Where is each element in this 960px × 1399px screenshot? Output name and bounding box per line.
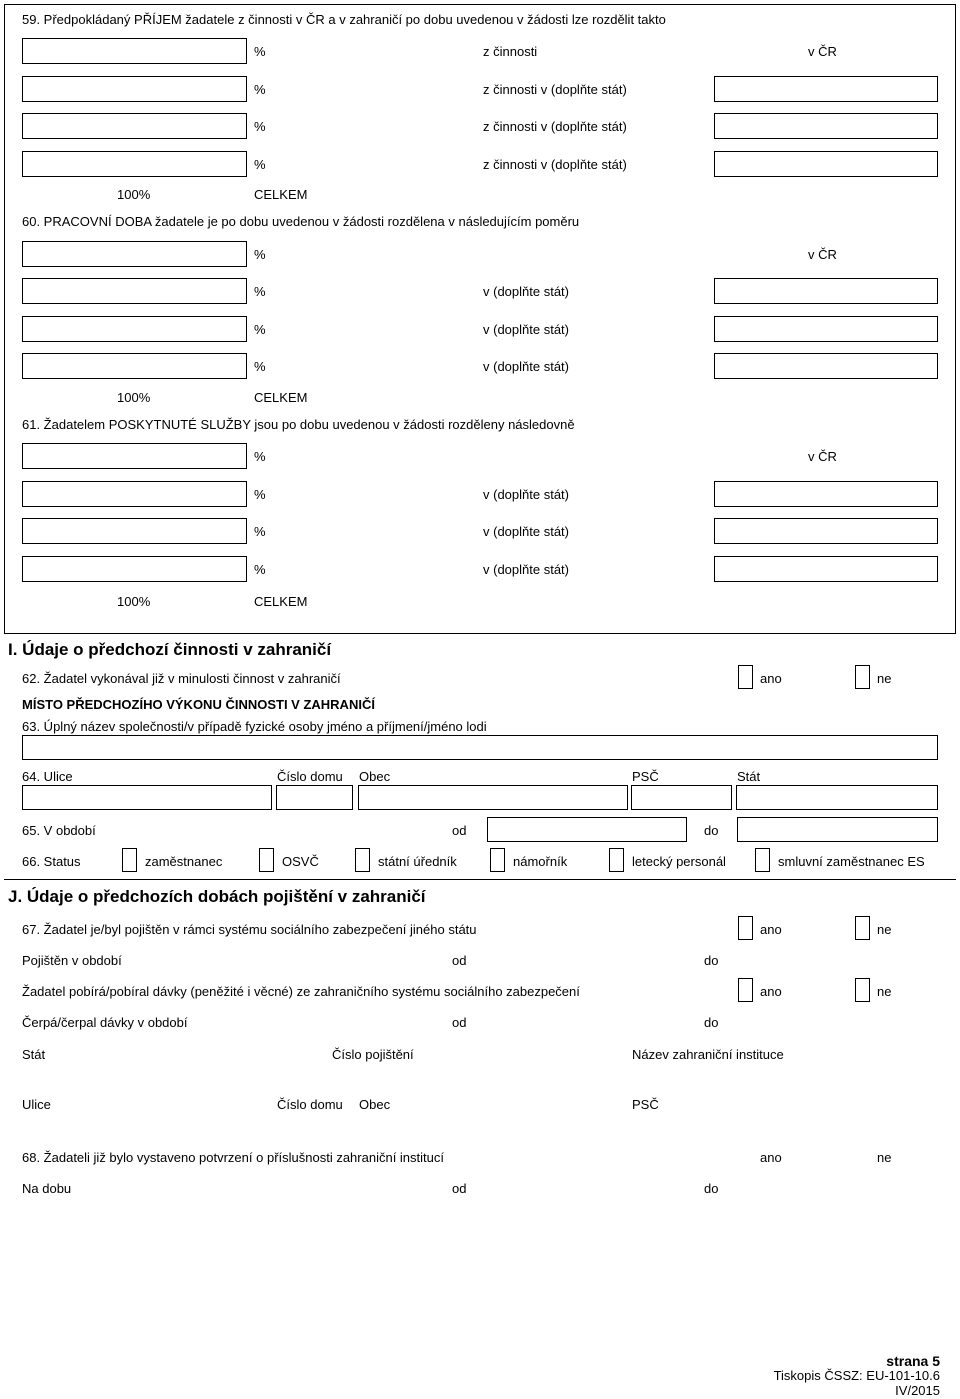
status-aircrew-checkbox[interactable] xyxy=(609,848,624,872)
city-label: Obec xyxy=(359,769,391,784)
q68-yes-label: ano xyxy=(760,1150,782,1165)
q61-row-label: v (doplňte stát) xyxy=(483,487,569,502)
q61-foreign1-percent-field[interactable] xyxy=(22,481,247,507)
status-contract-staff-checkbox[interactable] xyxy=(755,848,770,872)
percent-sign: % xyxy=(254,247,266,262)
q61-title: 61. Žadatelem POSKYTNUTÉ SLUŽBY jsou po dobu uvedenou v žádosti rozděleny následovně xyxy=(22,417,575,432)
q61-total-percent: 100% xyxy=(117,594,151,609)
status-civil-servant-label: státní úředník xyxy=(378,854,457,869)
benefits-received-label: Žadatel pobírá/pobíral dávky (peněžité i věcné) ze zahraničního systému sociálního zabezpečení xyxy=(22,984,580,999)
q60-foreign3-country-field[interactable] xyxy=(714,353,938,379)
q60-title: 60. PRACOVNÍ DOBA žadatele je po dobu uvedenou v žádosti rozdělena v následujícím poměru xyxy=(22,214,580,229)
status-seaman-checkbox[interactable] xyxy=(490,848,505,872)
q61-foreign3-country-field[interactable] xyxy=(714,556,938,582)
q63-label: 63. Úplný název společnosti/v případě fyzické osoby jméno a příjmení/jméno lodi xyxy=(22,719,487,734)
q59-foreign2-percent-field[interactable] xyxy=(22,113,247,139)
percent-sign: % xyxy=(254,322,266,337)
q62-no-label: ne xyxy=(877,671,892,686)
q60-row-label: v (doplňte stát) xyxy=(483,284,569,299)
section-i-heading: I. Údaje o předchozí činnosti v zahraničí xyxy=(8,640,332,659)
form-date: IV/2015 xyxy=(895,1383,940,1398)
insured-to-label: do xyxy=(704,953,719,968)
q59-row-label: z činnosti v (doplňte stát) xyxy=(483,82,627,97)
q67-no-checkbox[interactable] xyxy=(855,916,870,940)
benefits-no-label: ne xyxy=(877,984,892,999)
q67-yes-label: ano xyxy=(760,922,782,937)
certificate-to-label: do xyxy=(704,1181,719,1196)
country-label: Stát xyxy=(737,769,761,784)
q59-title: 59. Předpokládaný PŘÍJEM žadatele z činnosti v ČR a v zahraničí po dobu uvedenou v žádosti lze rozdělit takto xyxy=(22,12,666,27)
q59-czech-percent-field[interactable] xyxy=(22,38,247,64)
benefits-yes-label: ano xyxy=(760,984,782,999)
benefits-from-label: od xyxy=(452,1015,467,1030)
q59-foreign2-country-field[interactable] xyxy=(714,113,938,139)
q61-foreign2-percent-field[interactable] xyxy=(22,518,247,544)
insured-period-label: Pojištěn v období xyxy=(22,953,122,968)
q68-label: 68. Žadateli již bylo vystaveno potvrzení o příslušnosti zahraniční institucí xyxy=(22,1150,444,1165)
postal-code-field[interactable] xyxy=(631,785,732,810)
period-to-field[interactable] xyxy=(737,817,938,842)
q59-foreign3-percent-field[interactable] xyxy=(22,151,247,177)
house-number-label: Číslo domu xyxy=(277,769,343,784)
benefits-to-label: do xyxy=(704,1015,719,1030)
q60-czech-percent-field[interactable] xyxy=(22,241,247,267)
benefits-period-label: Čerpá/čerpal dávky v období xyxy=(22,1015,188,1030)
q59-row-label: z činnosti v (doplňte stát) xyxy=(483,157,627,172)
status-civil-servant-checkbox[interactable] xyxy=(355,848,370,872)
place-of-activity-heading: MÍSTO PŘEDCHOZÍHO VÝKONU ČINNOSTI V ZAHRANIČÍ xyxy=(22,697,375,712)
status-employee-label: zaměstnanec xyxy=(145,854,223,869)
percent-sign: % xyxy=(254,119,266,134)
percent-sign: % xyxy=(254,44,266,59)
street-field[interactable] xyxy=(22,785,272,810)
q60-row-label: v (doplňte stát) xyxy=(483,359,569,374)
benefits-no-checkbox[interactable] xyxy=(855,978,870,1002)
q61-foreign1-country-field[interactable] xyxy=(714,481,938,507)
house-number-field[interactable] xyxy=(276,785,353,810)
section-divider xyxy=(4,879,956,880)
q60-foreign2-percent-field[interactable] xyxy=(22,316,247,342)
status-contract-staff-label: smluvní zaměstnanec ES xyxy=(778,854,925,869)
country-field[interactable] xyxy=(736,785,938,810)
q62-label: 62. Žadatel vykonával již v minulosti činnost v zahraničí xyxy=(22,671,341,686)
q60-foreign1-country-field[interactable] xyxy=(714,278,938,304)
percent-sign: % xyxy=(254,359,266,374)
certificate-period-label: Na dobu xyxy=(22,1181,72,1196)
company-name-field[interactable] xyxy=(22,735,938,760)
institution-street-label: Ulice xyxy=(22,1097,51,1112)
percent-sign: % xyxy=(254,524,266,539)
percent-sign: % xyxy=(254,487,266,502)
status-seaman-label: námořník xyxy=(513,854,568,869)
q59-row-label: z činnosti xyxy=(483,44,538,59)
percent-sign: % xyxy=(254,82,266,97)
q67-no-label: ne xyxy=(877,922,892,937)
q61-row-label: v (doplňte stát) xyxy=(483,562,569,577)
status-aircrew-label: letecký personál xyxy=(632,854,726,869)
q60-czech-label: v ČR xyxy=(808,247,837,262)
form-id: Tiskopis ČSSZ: EU-101-10.6 xyxy=(773,1368,940,1383)
q61-foreign2-country-field[interactable] xyxy=(714,518,938,544)
q59-foreign1-country-field[interactable] xyxy=(714,76,938,102)
q62-yes-checkbox[interactable] xyxy=(738,665,753,689)
foreign-institution-label: Název zahraniční instituce xyxy=(632,1047,784,1062)
q60-foreign3-percent-field[interactable] xyxy=(22,353,247,379)
institution-postal-code-label: PSČ xyxy=(632,1097,659,1112)
insurance-country-label: Stát xyxy=(22,1047,46,1062)
status-employee-checkbox[interactable] xyxy=(122,848,137,872)
q61-czech-percent-field[interactable] xyxy=(22,443,247,469)
q64-street-label: 64. Ulice xyxy=(22,769,73,784)
q65-label: 65. V období xyxy=(22,823,96,838)
q59-foreign1-percent-field[interactable] xyxy=(22,76,247,102)
q60-total-percent: 100% xyxy=(117,390,151,405)
certificate-from-label: od xyxy=(452,1181,467,1196)
q61-total-label: CELKEM xyxy=(254,594,308,609)
q59-foreign3-country-field[interactable] xyxy=(714,151,938,177)
q62-no-checkbox[interactable] xyxy=(855,665,870,689)
insurance-number-label: Číslo pojištění xyxy=(332,1047,414,1062)
city-field[interactable] xyxy=(358,785,628,810)
q59-total-percent: 100% xyxy=(117,187,151,202)
q61-foreign3-percent-field[interactable] xyxy=(22,556,247,582)
benefits-yes-checkbox[interactable] xyxy=(738,978,753,1002)
q59-row-label: z činnosti v (doplňte stát) xyxy=(483,119,627,134)
q60-foreign2-country-field[interactable] xyxy=(714,316,938,342)
from-label: od xyxy=(452,823,467,838)
q60-total-label: CELKEM xyxy=(254,390,308,405)
q61-czech-label: v ČR xyxy=(808,449,837,464)
q67-label: 67. Žadatel je/byl pojištěn v rámci systému sociálního zabezpečení jiného státu xyxy=(22,922,477,937)
percent-sign: % xyxy=(254,562,266,577)
section-j-heading: J. Údaje o předchozích dobách pojištění v zahraničí xyxy=(8,887,426,906)
status-self-employed-label: OSVČ xyxy=(282,854,319,869)
to-label: do xyxy=(704,823,719,838)
insured-from-label: od xyxy=(452,953,467,968)
period-from-field[interactable] xyxy=(487,817,687,842)
institution-city-label: Obec xyxy=(359,1097,391,1112)
q66-label: 66. Status xyxy=(22,854,81,869)
postal-code-label: PSČ xyxy=(632,769,659,784)
status-self-employed-checkbox[interactable] xyxy=(259,848,274,872)
q62-yes-label: ano xyxy=(760,671,782,686)
q60-row-label: v (doplňte stát) xyxy=(483,322,569,337)
q68-no-label: ne xyxy=(877,1150,892,1165)
q60-foreign1-percent-field[interactable] xyxy=(22,278,247,304)
q59-czech-label: v ČR xyxy=(808,44,837,59)
percent-sign: % xyxy=(254,157,266,172)
q61-row-label: v (doplňte stát) xyxy=(483,524,569,539)
institution-house-number-label: Číslo domu xyxy=(277,1097,343,1112)
percent-sign: % xyxy=(254,284,266,299)
page-number: strana 5 xyxy=(886,1353,940,1369)
q59-total-label: CELKEM xyxy=(254,187,308,202)
q67-yes-checkbox[interactable] xyxy=(738,916,753,940)
percent-sign: % xyxy=(254,449,266,464)
